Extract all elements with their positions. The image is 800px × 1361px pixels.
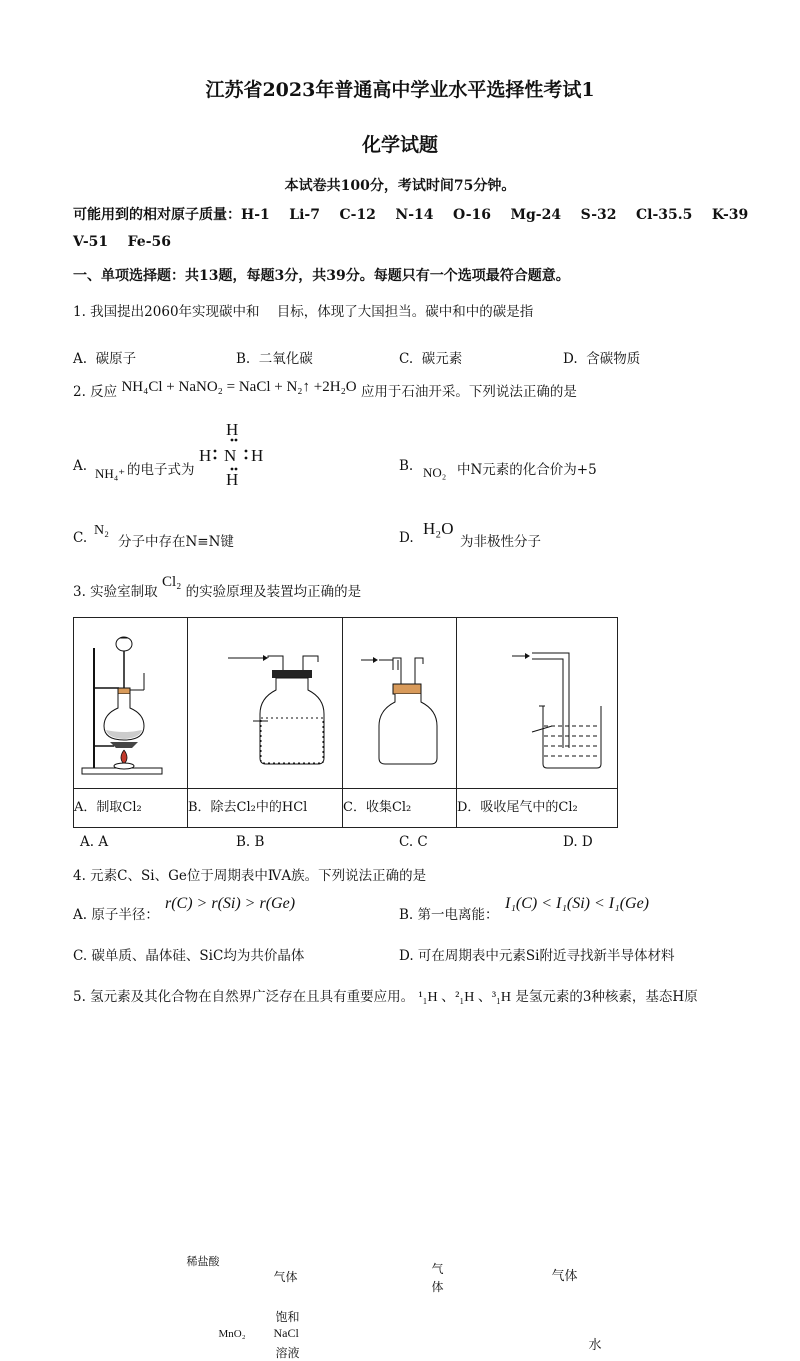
chlorine-generator-figure	[74, 618, 187, 784]
exam-title: 江苏省2023年普通高中学业水平选择性考试1	[205, 79, 595, 101]
q2-option-c-species: N₂	[94, 523, 109, 538]
q4-option-d: D. 可在周期表中元素Si附近寻找新半导体材料	[399, 948, 675, 964]
atomic-masses-line1: 可能用到的相对原子质量：H-1 Li-7 C-12 N-14 O-16 Mg-24 S-32 Cl-35.5 K-39	[73, 207, 749, 223]
q2-option-c-label: C.	[73, 530, 88, 546]
q2-prefix: 2. 反应	[73, 384, 118, 400]
q4-option-b-label: B. 第一电离能：	[399, 907, 499, 923]
q2-option-b-species: NO₂	[423, 465, 447, 480]
lewis-h-top: H	[226, 420, 239, 439]
saturated-label-3: 溶液	[275, 1345, 300, 1360]
tail-gas-absorption-figure	[457, 618, 617, 784]
q3-species: Cl₂	[161, 574, 182, 590]
q4-option-a-label: A. 原子半径：	[73, 907, 159, 923]
gas-inlet-label-c1: 气	[431, 1261, 444, 1276]
q3-option-d: D. D	[563, 834, 593, 850]
q3-option-c: C. C	[399, 834, 428, 850]
lewis-n-center: N	[224, 446, 237, 465]
lewis-h-right: H	[251, 446, 264, 465]
q3-suffix: 的实验原理及装置均正确的是	[185, 584, 362, 600]
q2-option-d-label: D.	[399, 530, 414, 546]
lewis-electron-dots	[195, 420, 270, 495]
gas-inlet-label-c2: 体	[431, 1279, 444, 1294]
q5-isotopes: ¹₁H 、²₁H 、³₁H	[418, 990, 512, 1005]
water-label: 水	[588, 1337, 602, 1353]
gas-inlet-label-b: 气体	[273, 1269, 298, 1284]
gas-collection-bottle-figure	[343, 618, 456, 784]
q2-option-a-text: 的电子式为	[127, 462, 195, 478]
caption-b: B．除去Cl₂中的HCl	[188, 789, 343, 828]
q4-option-b-formula: I₁(C) < I₁(Si) < I₁(Ge)	[505, 895, 650, 912]
q3-stem	[73, 574, 362, 601]
q2-option-a-label: A.	[73, 458, 88, 474]
q2-option-b-text: 中N元素的化合价为+5	[457, 462, 597, 478]
gas-washing-bottle-figure	[188, 618, 342, 784]
q5-suffix: 是氢元素的3种核素，基态H原	[515, 989, 698, 1005]
q2-equation: NH₄Cl + NaNO₂ = NaCl + N₂↑ +2H₂O	[121, 379, 357, 395]
q4-option-c: C. 碳单质、晶体硅、SiC均为共价晶体	[73, 948, 305, 964]
q5-prefix: 5. 氢元素及其化合物在自然界广泛存在且具有重要应用。	[73, 989, 415, 1005]
q1-option-b: B. 二氧化碳	[236, 351, 313, 367]
q4-stem: 4. 元素C、Si、Ge位于周期表中ⅣA族。下列说法正确的是	[73, 868, 427, 884]
q2-option-a-species: NH₄⁺	[95, 466, 126, 481]
q2-option-d-text: 为非极性分子	[460, 534, 541, 550]
q1-stem: 1. 我国提出2060年实现碳中和 目标，体现了大国担当。碳中和中的碳是指	[73, 304, 534, 320]
saturated-label-1: 饱和	[275, 1309, 300, 1324]
q2-option-d-species: H₂O	[423, 519, 454, 538]
q5-stem	[73, 985, 698, 1006]
q2-stem	[73, 380, 577, 401]
caption-d: D．吸收尾气中的Cl₂	[457, 789, 618, 828]
exam-info: 本试卷共100分，考试时间75分钟。	[284, 178, 516, 194]
q2-option-b-label: B.	[399, 458, 414, 474]
lewis-h-bottom: H	[226, 470, 239, 489]
q1-option-c: C. 碳元素	[399, 351, 463, 367]
lewis-h-left: H	[199, 446, 212, 465]
exam-subtitle: 化学试题	[361, 134, 438, 156]
q1-option-d: D. 含碳物质	[563, 351, 641, 367]
q2-option-c-text: 分子中存在N≡N键	[118, 534, 234, 550]
q4-option-a-formula: r(C) > r(Si) > r(Ge)	[165, 895, 296, 912]
acid-label: 稀盐酸	[186, 1254, 220, 1268]
q3-option-a: A. A	[80, 834, 109, 850]
gas-inlet-label-d: 气体	[551, 1268, 578, 1284]
section-heading: 一、单项选择题：共13题，每题3分，共39分。每题只有一个选项最符合题意。	[73, 268, 570, 284]
atomic-masses-line2: V-51 Fe-56	[73, 234, 172, 250]
caption-c: C．收集Cl₂	[343, 789, 457, 828]
q3-prefix: 3. 实验室制取	[73, 584, 158, 600]
q2-suffix: 应用于石油开采。下列说法正确的是	[360, 384, 577, 400]
q3-option-b: B. B	[236, 834, 265, 850]
saturated-label-2: NaCl	[273, 1325, 299, 1340]
mno2-label: MnO₂	[218, 1327, 246, 1340]
caption-a: A．制取Cl₂	[74, 789, 188, 828]
q1-option-a: A. 碳原子	[73, 351, 137, 367]
